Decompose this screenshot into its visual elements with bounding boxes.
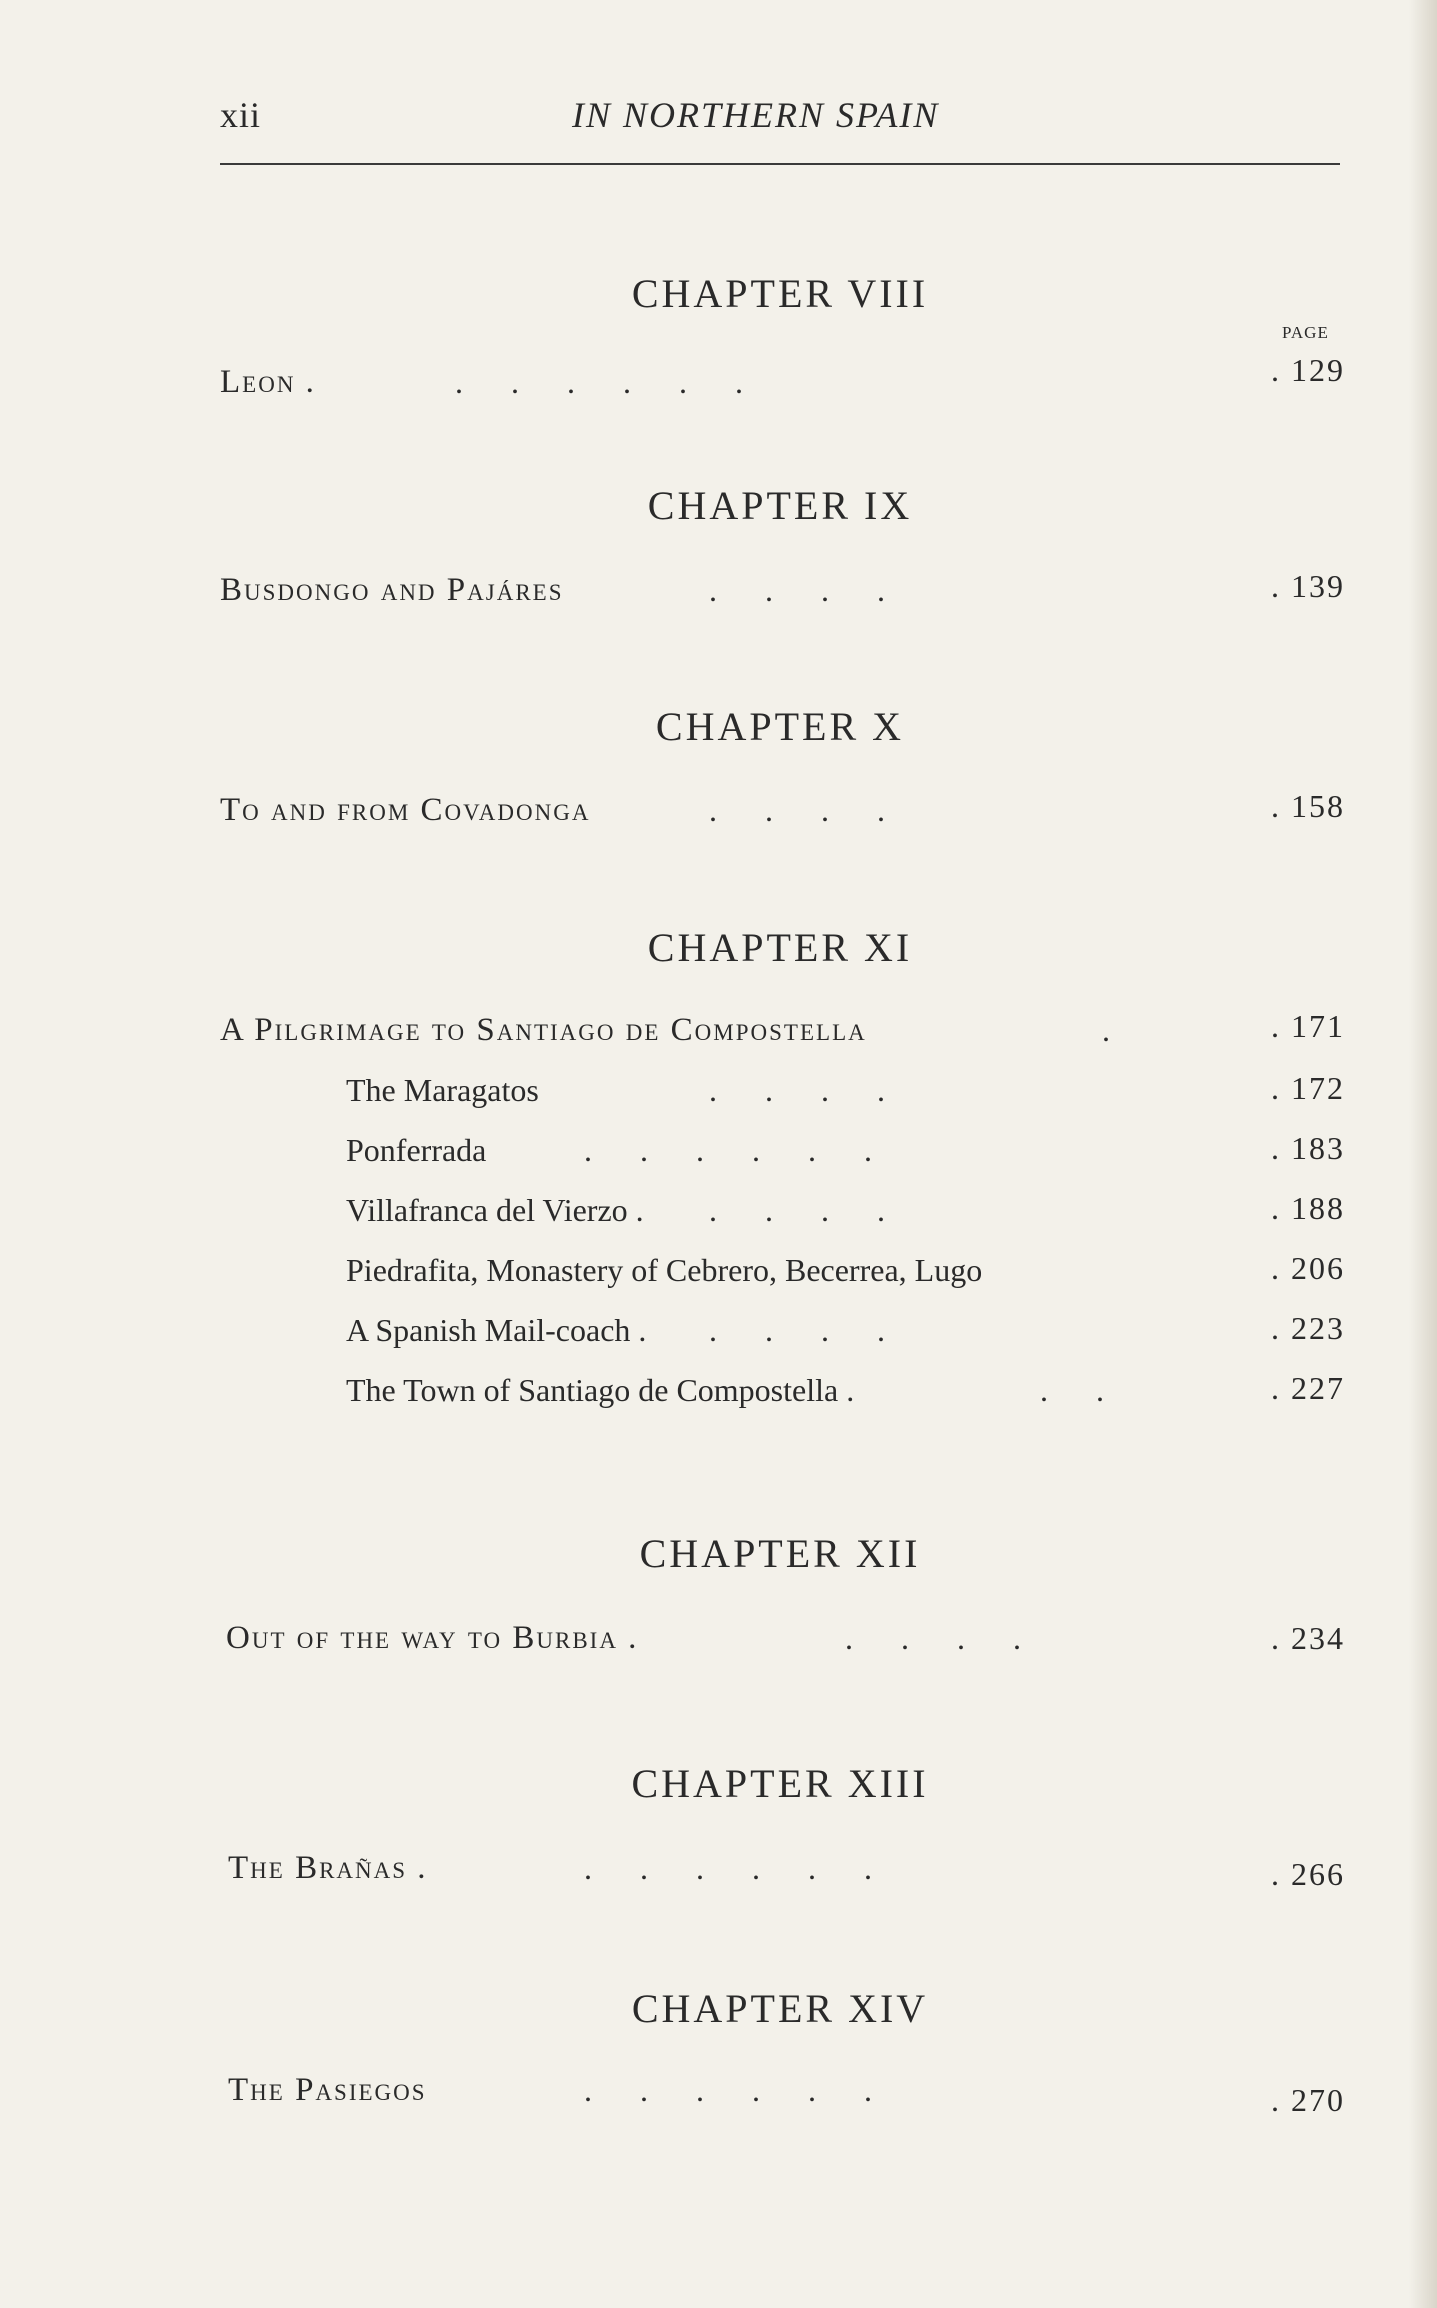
toc-subentry-title: Ponferrada bbox=[346, 1132, 487, 1168]
chapter-heading: CHAPTER XIII bbox=[631, 1761, 929, 1806]
toc-entry-title: A Pilgrimage to Santiago de Compostella bbox=[220, 1012, 867, 1048]
toc-entry-page: . 171 bbox=[1271, 1008, 1345, 1044]
toc-entry-title: To and from Covadonga bbox=[220, 792, 591, 828]
toc-entry-leader: . . . . . . bbox=[455, 364, 743, 400]
chapter-heading: CHAPTER XIV bbox=[631, 1986, 929, 2031]
toc-entry-page: . 223 bbox=[1271, 1310, 1345, 1346]
toc-entry-title: The Brañas . bbox=[228, 1850, 428, 1886]
toc-entry-leader: . . . . . . bbox=[584, 1850, 872, 1886]
running-title: IN NORTHERN SPAIN bbox=[572, 95, 940, 135]
toc-entry-title: Out of the way to Burbia . bbox=[226, 1620, 639, 1656]
toc-entry-page: . 234 bbox=[1271, 1620, 1345, 1656]
toc-subentry-title: A Spanish Mail-coach . bbox=[346, 1312, 647, 1348]
chapter-heading: CHAPTER X bbox=[655, 704, 905, 749]
chapter-heading: CHAPTER VIII bbox=[631, 271, 929, 316]
page-edge-shadow bbox=[1409, 0, 1437, 2308]
toc-subentry-title: Villafranca del Vierzo . bbox=[346, 1192, 644, 1228]
toc-entry-leader: . . . . bbox=[709, 1312, 885, 1348]
toc-entry-page: . 129 bbox=[1271, 352, 1345, 388]
toc-entry-page: . 206 bbox=[1271, 1250, 1345, 1286]
toc-entry-page: . 270 bbox=[1271, 2082, 1345, 2118]
toc-entry-leader: . bbox=[1102, 1012, 1110, 1048]
chapter-heading: CHAPTER XI bbox=[647, 925, 913, 970]
toc-entry-title: Busdongo and Pajáres bbox=[220, 572, 564, 608]
toc-entry-page: . 139 bbox=[1271, 568, 1345, 604]
toc-entry-page: . 183 bbox=[1271, 1130, 1345, 1166]
page-column-label: PAGE bbox=[1282, 323, 1329, 342]
toc-subentry-title: Piedrafita, Monastery of Cebrero, Becerrea, Lugo bbox=[346, 1252, 983, 1288]
toc-entry-leader: . . bbox=[1040, 1372, 1104, 1408]
page-number: xii bbox=[220, 95, 262, 135]
header-rule bbox=[220, 163, 1340, 165]
toc-entry-title: The Pasiegos bbox=[228, 2072, 427, 2108]
toc-entry-leader: . . . . bbox=[709, 792, 885, 828]
chapter-heading: CHAPTER IX bbox=[647, 483, 913, 528]
toc-entry-page: . 188 bbox=[1271, 1190, 1345, 1226]
toc-entry-title: Leon . bbox=[220, 364, 316, 400]
toc-entry-leader: . . . . bbox=[709, 1192, 885, 1228]
toc-entry-leader: . . . . . . bbox=[584, 1132, 872, 1168]
toc-subentry-title: The Maragatos bbox=[346, 1072, 539, 1108]
toc-entry-page: . 158 bbox=[1271, 788, 1345, 824]
toc-subentry-title: The Town of Santiago de Compostella . bbox=[346, 1372, 855, 1408]
toc-entry-leader: . . . . . . bbox=[584, 2072, 872, 2108]
toc-entry-page: . 227 bbox=[1271, 1370, 1345, 1406]
toc-entry-leader: . . . . bbox=[845, 1620, 1021, 1656]
toc-entry-leader: . . . . bbox=[709, 572, 885, 608]
toc-entry-page: . 266 bbox=[1271, 1856, 1345, 1892]
chapter-heading: CHAPTER XII bbox=[639, 1531, 921, 1576]
toc-entry-page: . 172 bbox=[1271, 1070, 1345, 1106]
toc-entry-leader: . . . . bbox=[709, 1072, 885, 1108]
